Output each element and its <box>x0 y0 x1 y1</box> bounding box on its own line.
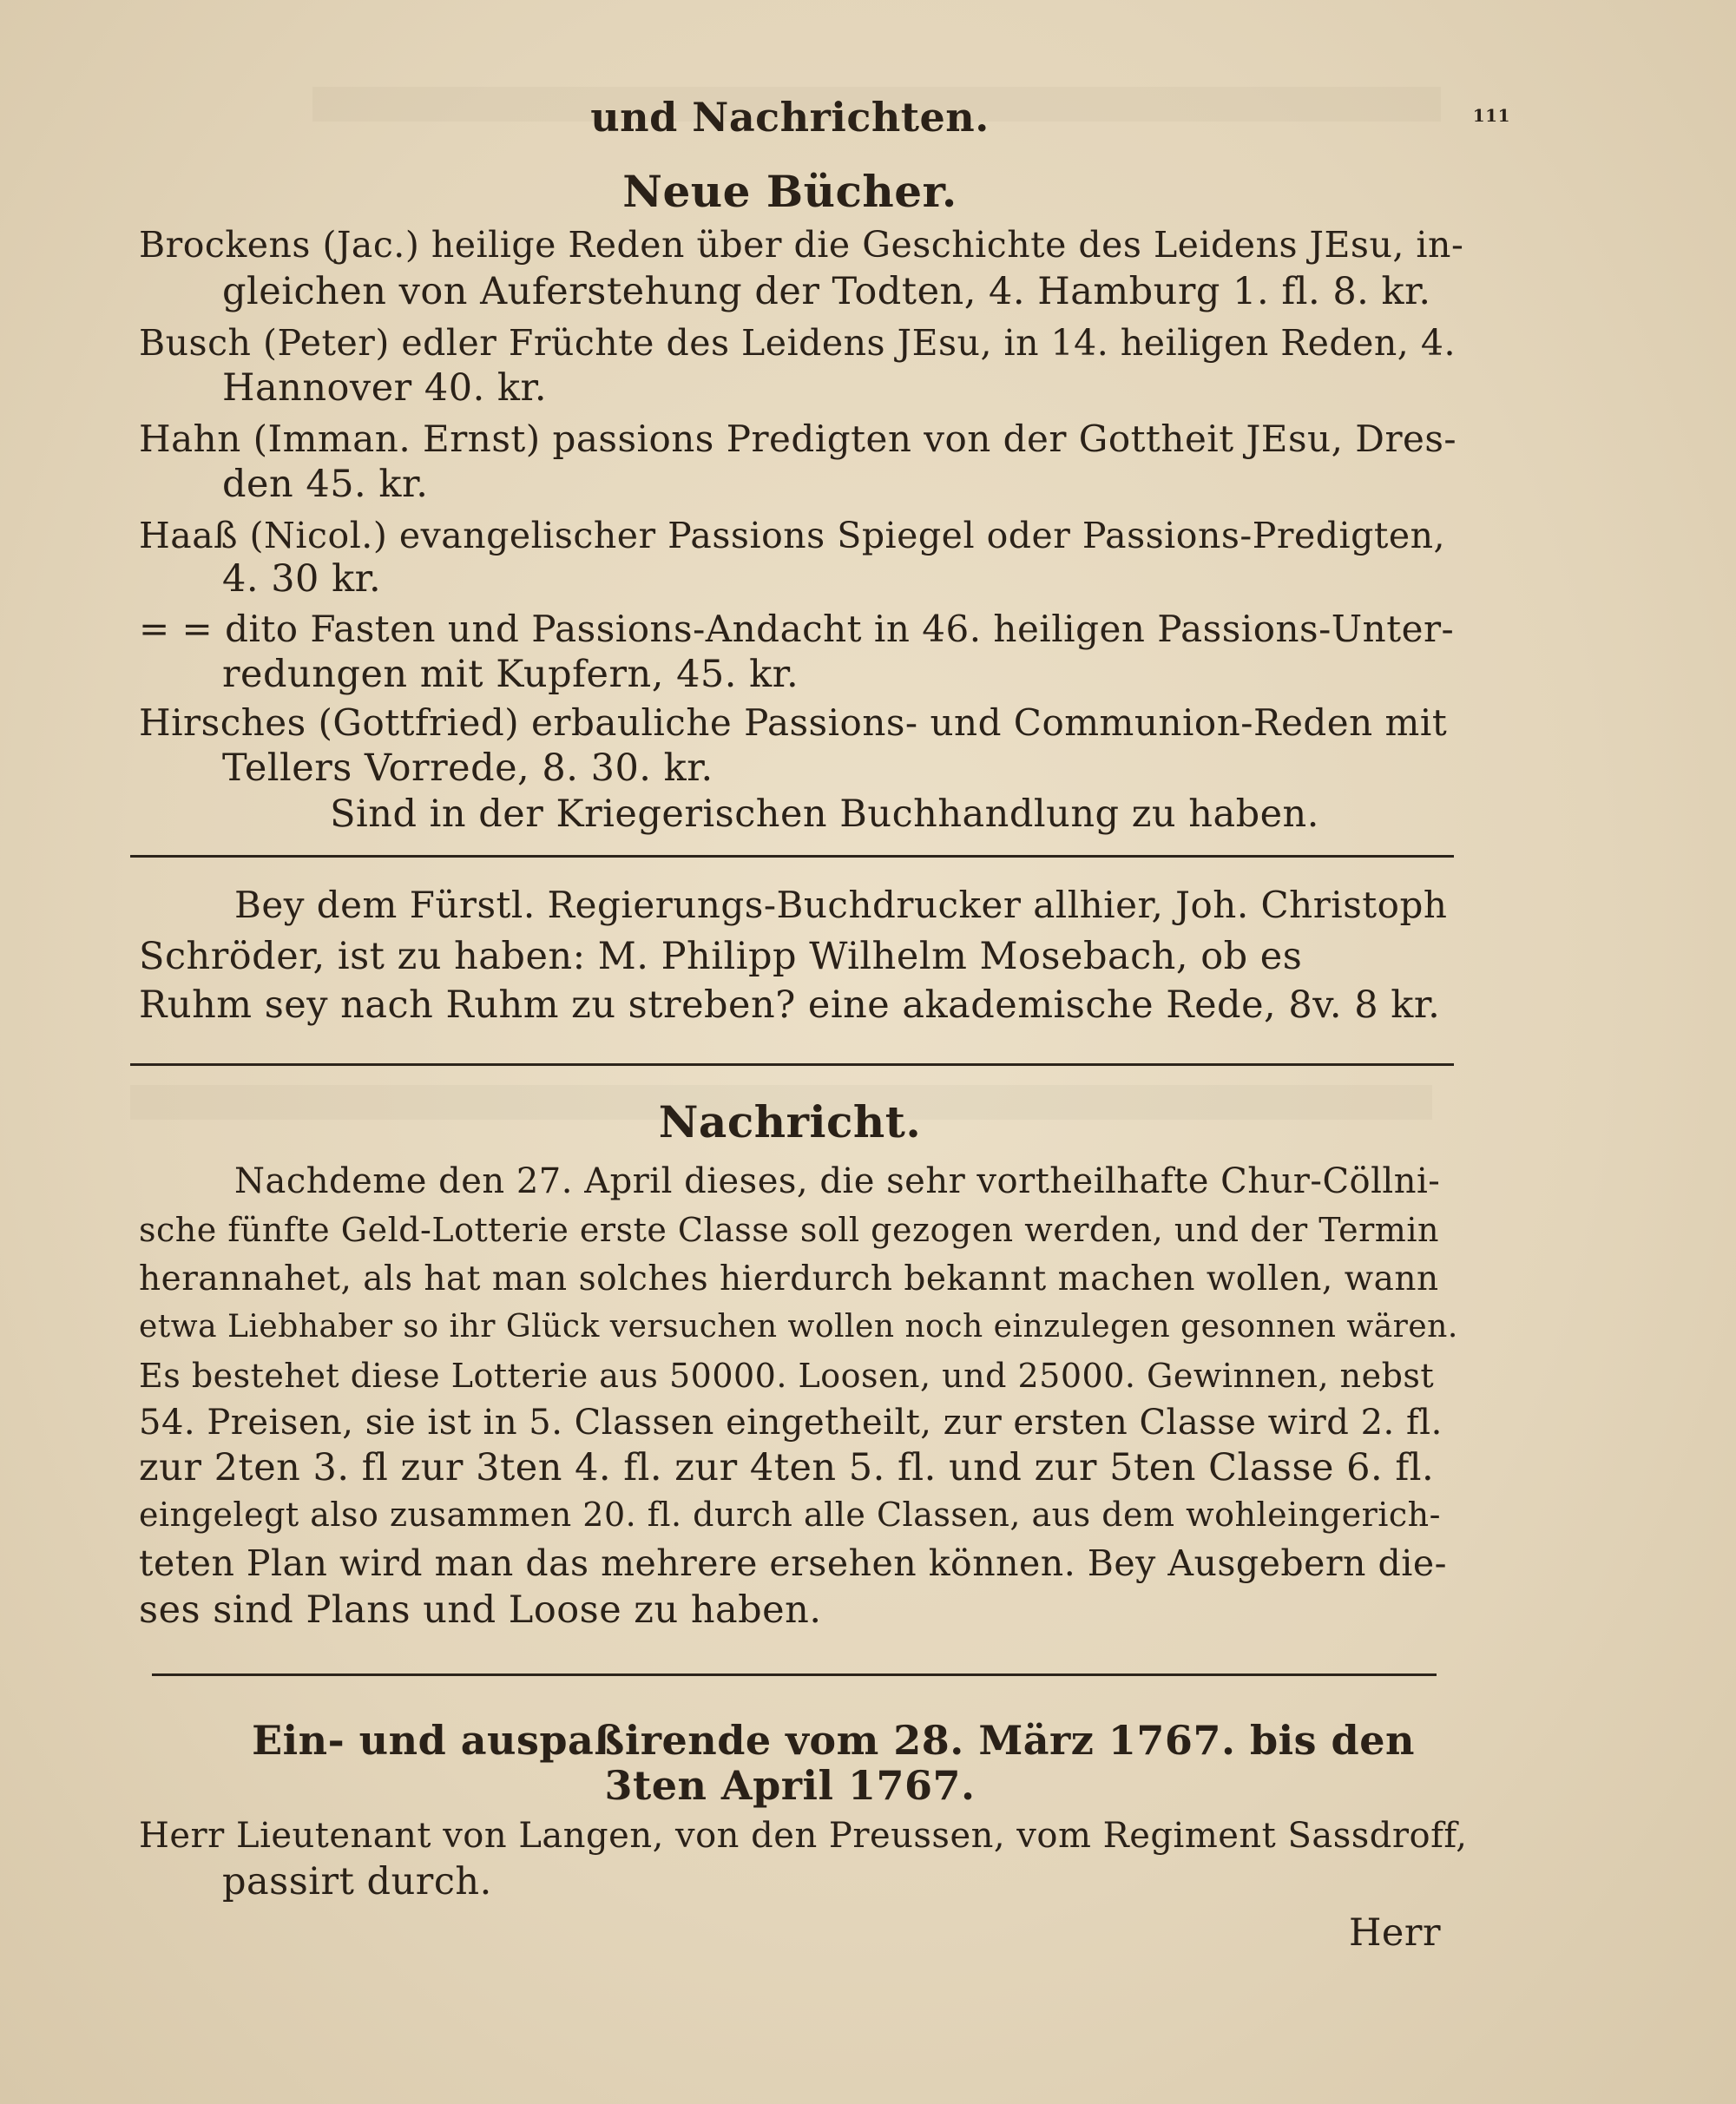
traveller-entry-line: Herr Lieutenant von Langen, von den Preussen, vom Regiment Sassdroff, <box>139 1816 1468 1856</box>
travellers-heading: Ein- und auspaßirende vom 28. März 1767. bis den <box>252 1717 1415 1764</box>
book-entry-line: Hirsches (Gottfried) erbauliche Passions- und Communion-Reden mit <box>139 701 1448 744</box>
section-heading-notice: Nachricht. <box>658 1096 922 1147</box>
book-entry-line: den 45. kr. <box>222 463 429 506</box>
running-title: und Nachrichten. <box>590 94 990 141</box>
printer-notice-line: Schröder, ist zu haben: M. Philipp Wilhelm Mosebach, ob es <box>139 935 1303 978</box>
bookshop-availability-note: Sind in der Kriegerischen Buchhandlung zu haben. <box>330 792 1319 836</box>
book-entry-line: = = dito Fasten und Passions-Andacht in 46. heiligen Passions-Unter- <box>139 608 1455 650</box>
catchword: Herr <box>1348 1911 1441 1955</box>
book-entry-line: gleichen von Auferstehung der Todten, 4. Hamburg 1. fl. 8. kr. <box>222 270 1431 313</box>
printer-notice-line: Ruhm sey nach Ruhm zu streben? eine akademische Rede, 8v. 8 kr. <box>139 983 1441 1027</box>
travellers-heading-date: 3ten April 1767. <box>604 1762 976 1809</box>
traveller-entry-line: passirt durch. <box>222 1860 492 1903</box>
section-divider <box>152 1673 1437 1676</box>
printer-notice-line: Bey dem Fürstl. Regierungs-Buchdrucker allhier, Joh. Christoph <box>234 884 1448 926</box>
notice-paragraph-line: Nachdeme den 27. April dieses, die sehr vortheilhafte Chur-Cöllni- <box>234 1161 1441 1201</box>
notice-paragraph-line: teten Plan wird man das mehrere ersehen können. Bey Ausgebern die- <box>139 1542 1447 1584</box>
book-entry-line: 4. 30 kr. <box>222 557 382 601</box>
book-entry-line: Hannover 40. kr. <box>222 366 547 410</box>
section-divider <box>130 855 1454 858</box>
page-number: 111 <box>1472 105 1510 126</box>
notice-paragraph-line: sche fünfte Geld-Lotterie erste Classe soll gezogen werden, und der Termin <box>139 1211 1439 1249</box>
notice-paragraph-line: ses sind Plans und Loose zu haben. <box>139 1588 822 1632</box>
section-heading-new-books: Neue Bücher. <box>622 166 957 217</box>
book-entry-line: Brockens (Jac.) heilige Reden über die Geschichte des Leidens JEsu, in- <box>139 224 1464 266</box>
notice-paragraph-line: Es bestehet diese Lotterie aus 50000. Loosen, und 25000. Gewinnen, nebst <box>139 1357 1435 1395</box>
book-entry-line: Hahn (Imman. Ernst) passions Predigten von der Gottheit JEsu, Dres- <box>139 418 1457 460</box>
book-entry-line: Tellers Vorrede, 8. 30. kr. <box>222 746 713 790</box>
notice-paragraph-line: etwa Liebhaber so ihr Glück versuchen wollen noch einzulegen gesonnen wären. <box>139 1309 1458 1345</box>
notice-paragraph-line: 54. Preisen, sie ist in 5. Classen eingetheilt, zur ersten Classe wird 2. fl. <box>139 1403 1443 1443</box>
notice-paragraph-line: eingelegt also zusammen 20. fl. durch alle Classen, aus dem wohleingerich- <box>139 1496 1441 1534</box>
section-divider <box>130 1063 1454 1066</box>
book-entry-line: Haaß (Nicol.) evangelischer Passions Spiegel oder Passions-Predigten, <box>139 515 1446 556</box>
notice-paragraph-line: zur 2ten 3. fl zur 3ten 4. fl. zur 4ten 5. fl. und zur 5ten Classe 6. fl. <box>139 1446 1435 1489</box>
book-entry-line: redungen mit Kupfern, 45. kr. <box>222 653 799 696</box>
notice-paragraph-line: herannahet, als hat man solches hierdurch bekannt machen wollen, wann <box>139 1259 1439 1299</box>
book-entry-line: Busch (Peter) edler Früchte des Leidens JEsu, in 14. heiligen Reden, 4. <box>139 322 1456 364</box>
